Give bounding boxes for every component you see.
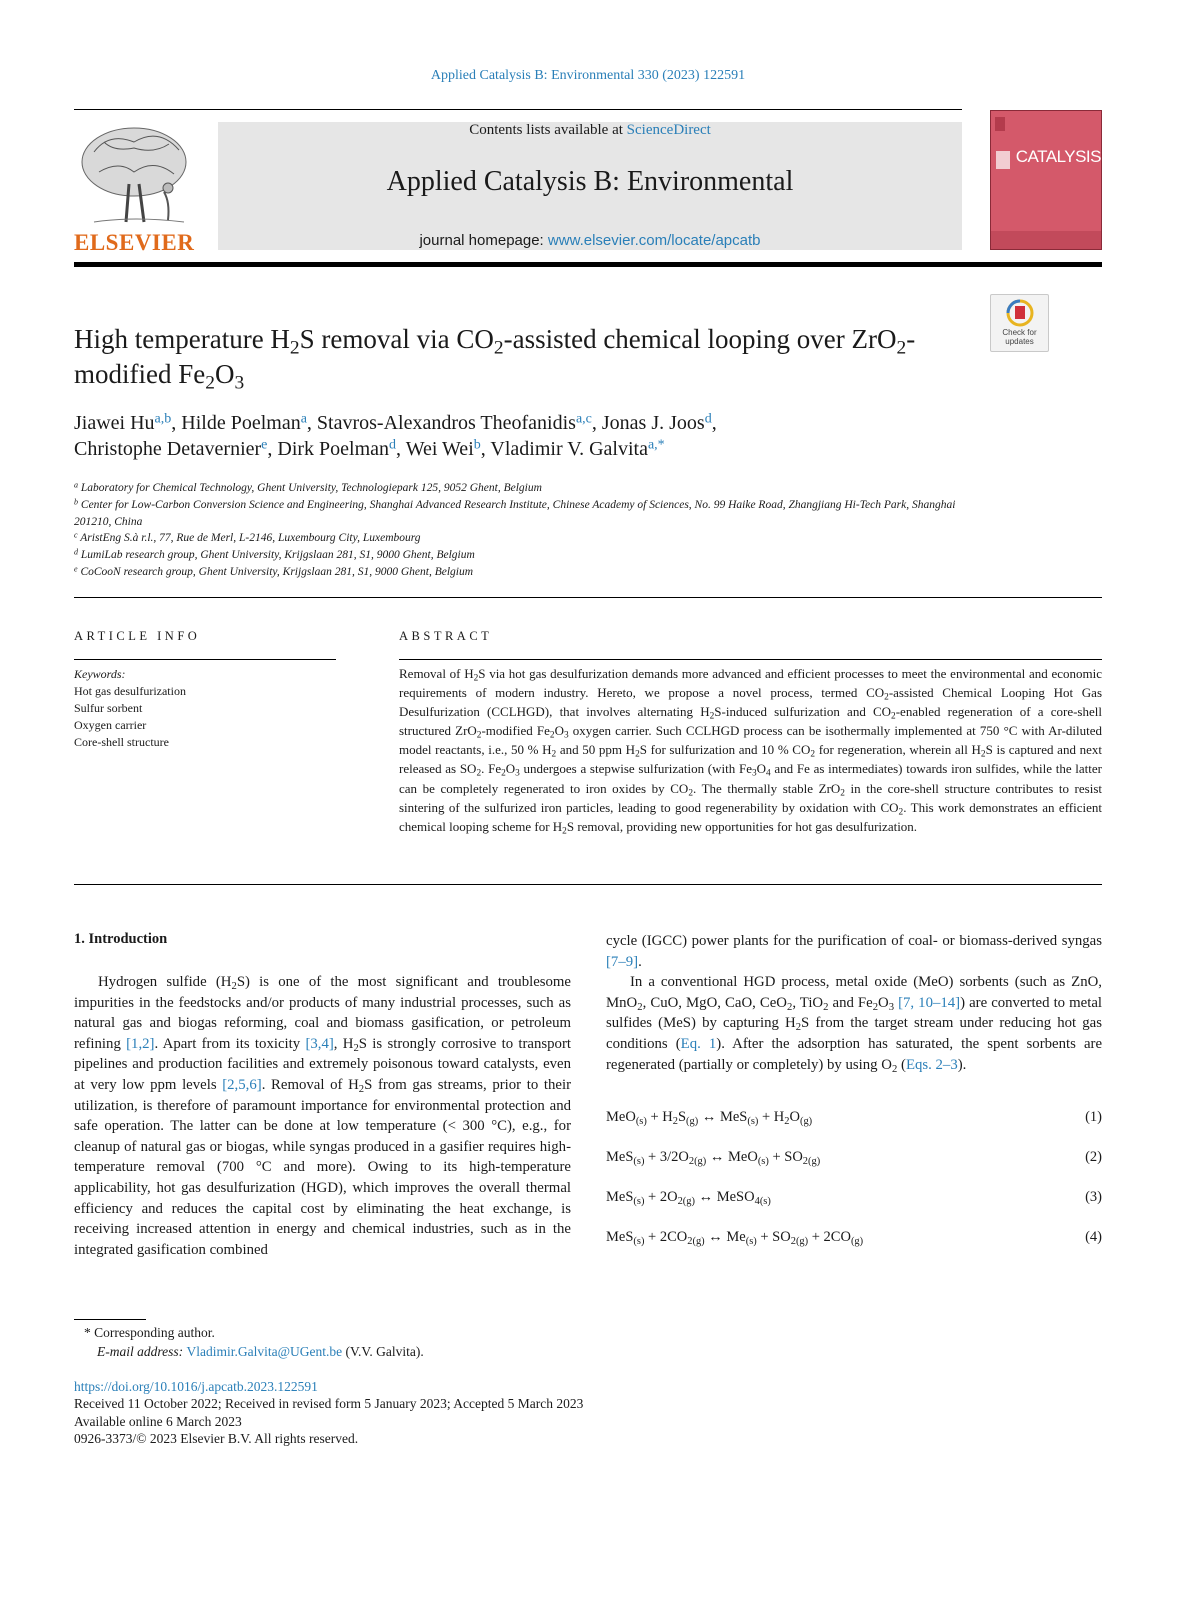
check-for-updates-badge[interactable] <box>990 294 1049 352</box>
equation-2: $MeS_{(s)} + 3/2O_{2(g)}$ ↔ $MeO_{(s)} + SO_{2(g)}$ (2) <box>606 1149 1102 1167</box>
affiliation-key: e <box>74 564 78 574</box>
keywords-block <box>74 666 336 751</box>
journal-reference-link[interactable]: Applied Catalysis B: Environmental 330 (2023) 122591 <box>430 68 746 83</box>
abstract-rule <box>399 659 1102 660</box>
citation-link[interactable]: [7–9] <box>606 953 639 970</box>
citation-link[interactable]: [1,2] <box>126 1035 155 1052</box>
article-info-heading: ARTICLE INFO <box>74 629 201 643</box>
introduction-paragraph: In a conventional HGD process, metal oxide (MeO) sorbents (such as ZnO, MnO$_2$, CuO, MgO, CaO, CeO$_2$, TiO$_2$ and $Fe_2O_3$ [7, 10–14]) are converted to metal sulfides (MeS) by capturing $H_2S$ from the target stream under reducing hot gas conditions (Eq. 1). After the adsorption has saturated, the spent sorbents are regenerated (partially or completely) by using $O_2$ (Eqs. 2–3). <box>606 974 1103 1075</box>
email-line <box>74 1342 424 1361</box>
equation-number: (2) <box>1085 1149 1102 1165</box>
affiliation <box>74 564 964 581</box>
equation-number: (3) <box>1085 1189 1102 1205</box>
introduction-right-column <box>606 931 1102 1075</box>
author[interactable]: Christophe Detavernier <box>74 438 262 460</box>
author[interactable]: Stavros-Alexandros Theofanidis <box>316 412 576 434</box>
introduction-heading: 1. Introduction <box>74 931 168 947</box>
author-list: Jiawei Hu$^{a,b}$, Hilde Poelman$^a$, Stavros-Alexandros Theofanidis$^{a,c}$, Jonas J. Joos$^d$, Christophe Detavernier$^e$, Dirk Poelman$^d$, Wei Wei$^b$, Vladimir V. Galvita$^{a,*}$ <box>74 411 717 460</box>
journal-masthead <box>218 122 962 250</box>
keyword[interactable]: Hot gas desulfurization <box>74 684 186 698</box>
contents-line <box>218 122 962 138</box>
sciencedirect-link[interactable]: ScienceDirect <box>626 122 711 138</box>
affiliation-marker[interactable]: a <box>300 411 307 427</box>
equation-number: (1) <box>1085 1109 1102 1125</box>
email-link[interactable]: Vladimir.Galvita@UGent.be <box>186 1344 343 1359</box>
copyright: 0926-3373/© 2023 Elsevier B.V. All rights reserved. <box>74 1430 359 1446</box>
homepage-link[interactable]: www.elsevier.com/locate/apcatb <box>547 232 761 249</box>
cover-title: CATALYSIS <box>1015 147 1101 166</box>
affiliations-rule <box>74 597 1102 598</box>
publication-info <box>74 1378 583 1447</box>
author[interactable]: Wei Wei <box>405 438 474 460</box>
equation-link[interactable]: Eqs. 2–3 <box>905 1056 958 1073</box>
email-suffix: (V.V. Galvita). <box>342 1344 424 1359</box>
abstract-heading: ABSTRACT <box>399 629 493 643</box>
affiliation-key: b <box>74 497 79 507</box>
equation-4: $MeS_{(s)} + 2CO_{2(g)}$ ↔ $Me_{(s)} + SO_{2(g)} + 2CO_{(g)}$ (4) <box>606 1229 1102 1247</box>
abstract-bottom-rule <box>74 884 1102 885</box>
article-info-rule <box>74 659 336 660</box>
affiliation-text: LumiLab research group, Ghent University, Krijgslaan 281, S1, 9000 Ghent, Belgium <box>80 549 475 562</box>
equation-1: $MeO_{(s)} + H_2S_{(g)}$ ↔ $MeS_{(s)} + H_2O_{(g)}$ (1) <box>606 1109 1102 1127</box>
author[interactable]: Hilde Poelman <box>181 412 301 434</box>
affiliation <box>74 530 964 547</box>
contents-prefix: Contents lists available at <box>469 122 627 138</box>
keywords-label: Keywords: <box>74 667 126 681</box>
email-label: E-mail address: <box>97 1344 187 1359</box>
masthead-thick-rule <box>74 262 1102 267</box>
cover-decoration-icon <box>991 111 1101 249</box>
affiliation-marker[interactable]: a,b <box>154 411 172 427</box>
citation-link[interactable]: [2,5,6] <box>222 1076 262 1093</box>
journal-cover-image[interactable] <box>990 110 1102 250</box>
affiliation-text: Center for Low-Carbon Conversion Science and Engineering, Shanghai Advanced Research Institute, Chinese Academy of Sciences, No. 99 Haike Road, Zhangjiang Hi-Tech Park, Shanghai 201210, China <box>74 498 956 528</box>
affiliation-key: a <box>74 480 79 490</box>
footnote <box>74 1323 424 1361</box>
introduction-paragraph-continued: cycle (IGCC) power plants for the purification of coal- or biomass-derived syngas [7–9]. <box>606 933 1102 970</box>
article-title: High temperature $H_2S$ removal via $CO_2$-assisted chemical looping over ZrO$_2$-modified $Fe_2O_3$ <box>74 324 916 394</box>
author[interactable]: Jonas J. Joos <box>601 412 705 434</box>
homepage-prefix: journal homepage: <box>419 232 548 249</box>
citation-link[interactable]: [7, 10–14] <box>898 994 961 1011</box>
keyword[interactable]: Sulfur sorbent <box>74 701 143 715</box>
author[interactable]: Jiawei Hu <box>74 412 155 434</box>
corresponding-author-note: * Corresponding author. <box>84 1325 215 1340</box>
available-online: Available online 6 March 2023 <box>74 1413 242 1429</box>
affiliation-marker[interactable]: b <box>473 437 481 453</box>
author[interactable]: Vladimir V. Galvita <box>490 438 648 460</box>
affiliation-text: Laboratory for Chemical Technology, Ghent University, Technologiepark 125, 9052 Ghent, Belgium <box>80 482 542 494</box>
keyword[interactable]: Core-shell structure <box>74 735 169 749</box>
introduction-left-column <box>74 972 571 1260</box>
affiliation-marker[interactable]: d <box>704 411 712 427</box>
check-updates-label: Check for updates <box>1002 328 1037 346</box>
affiliations <box>74 480 964 581</box>
equation-number: (4) <box>1085 1229 1102 1245</box>
homepage-line <box>218 232 962 249</box>
affiliation <box>74 497 964 531</box>
author[interactable]: Dirk Poelman <box>277 438 390 460</box>
equation-link[interactable]: Eq. 1 <box>680 1035 717 1052</box>
doi-link[interactable]: https://doi.org/10.1016/j.apcatb.2023.122591 <box>74 1379 318 1394</box>
affiliation-marker[interactable]: a,c <box>575 411 592 427</box>
journal-title: Applied Catalysis B: Environmental <box>386 166 794 197</box>
affiliation-marker[interactable]: a,* <box>647 437 665 453</box>
footnote-rule <box>74 1319 146 1320</box>
affiliation-text: AristEng S.à r.l., 77, Rue de Merl, L-2146, Luxembourg City, Luxembourg <box>80 532 421 545</box>
abstract-text: Removal of $H_2S$ via hot gas desulfurization demands more advanced and efficient processes to meet the environmental and economic requirements of modern industry. Hereto, we propose a novel process, termed $CO_2$-assisted Chemical Looping Hot Gas Desulfurization (CCLHGD), that involves alternating $H_2S$-induced sulfurization and $CO_2$-enabled regeneration of a core-shell structured ZrO$_2$-modified $Fe_2O_3$ oxygen carrier. Such CCLHGD process can be isothermally implemented at 750 °C with Ar-diluted model reactants, i.e., 50 % $H_2$ and 50 ppm $H_2S$ for sulfurization and 10 % $CO_2$ for regeneration, wherein all $H_2S$ is captured and next released as $SO_2$. $Fe_2O_3$ undergoes a stepwise sulfurization (with $Fe_3O_4$ and Fe as intermediates) towards iron sulfides, while the latter can be completely regenerated to iron oxides by $CO_2$. The thermally stable ZrO$_2$ in the core-shell structure contributes to resist sintering of the sulfurized iron particles, leading to good regenerability by oxidation with $CO_2$. This work demonstrates an efficient chemical looping scheme for $H_2S$ removal, providing new opportunities for hot gas desulfurization. <box>399 666 1103 837</box>
publisher-name: ELSEVIER <box>74 230 195 255</box>
affiliation <box>74 480 964 497</box>
affiliation-marker[interactable]: e <box>261 437 268 453</box>
affiliation-text: CoCooN research group, Ghent University, Krijgslaan 281, S1, 9000 Ghent, Belgium <box>80 565 474 578</box>
header-rule <box>74 109 962 110</box>
citation-link[interactable]: [3,4] <box>305 1035 334 1052</box>
affiliation-key: d <box>74 547 79 557</box>
affiliation <box>74 547 964 564</box>
affiliation-key: c <box>74 530 78 540</box>
keyword[interactable]: Oxygen carrier <box>74 718 147 732</box>
check-updates-icon <box>1006 299 1034 327</box>
equation-3: $MeS_{(s)} + 2O_{2(g)}$ ↔ MeSO$_{4(s)}$ (3) <box>606 1189 1102 1207</box>
history-dates: Received 11 October 2022; Received in revised form 5 January 2023; Accepted 5 March 2023 <box>74 1396 584 1412</box>
introduction-paragraph: Hydrogen sulfide $(H_2S)$ is one of the most significant and troublesome impurities in the feedstocks and/or products of many industrial processes, such as natural gas and biogas reforming, coal and biomass gasification, or petroleum refining [1,2]. Apart from its toxicity [3,4], $H_2S$ is strongly corrosive to transport pipelines and production facilities and extremely poisonous toward catalysts, even at very low ppm levels [2,5,6]. Removal of $H_2S$ from gas streams, prior to their utilization, is therefore of paramount importance for environmental protection and safe operation. The latter can be done at low temperature (< 300 °C), e.g., for cleanup of natural gas or biogas, while syngas produced in a gasifier requires high-temperature removal (700 °C and more). Owing to its high-temperature applicability, hot gas desulfurization (HGD), which improves the overall thermal efficiency and reduces the capital cost by eliminating the heat exchange, is receiving increased attention in energy and chemical industries, such as in the integrated gasification combined <box>74 974 572 1258</box>
affiliation-marker[interactable]: d <box>389 437 397 453</box>
